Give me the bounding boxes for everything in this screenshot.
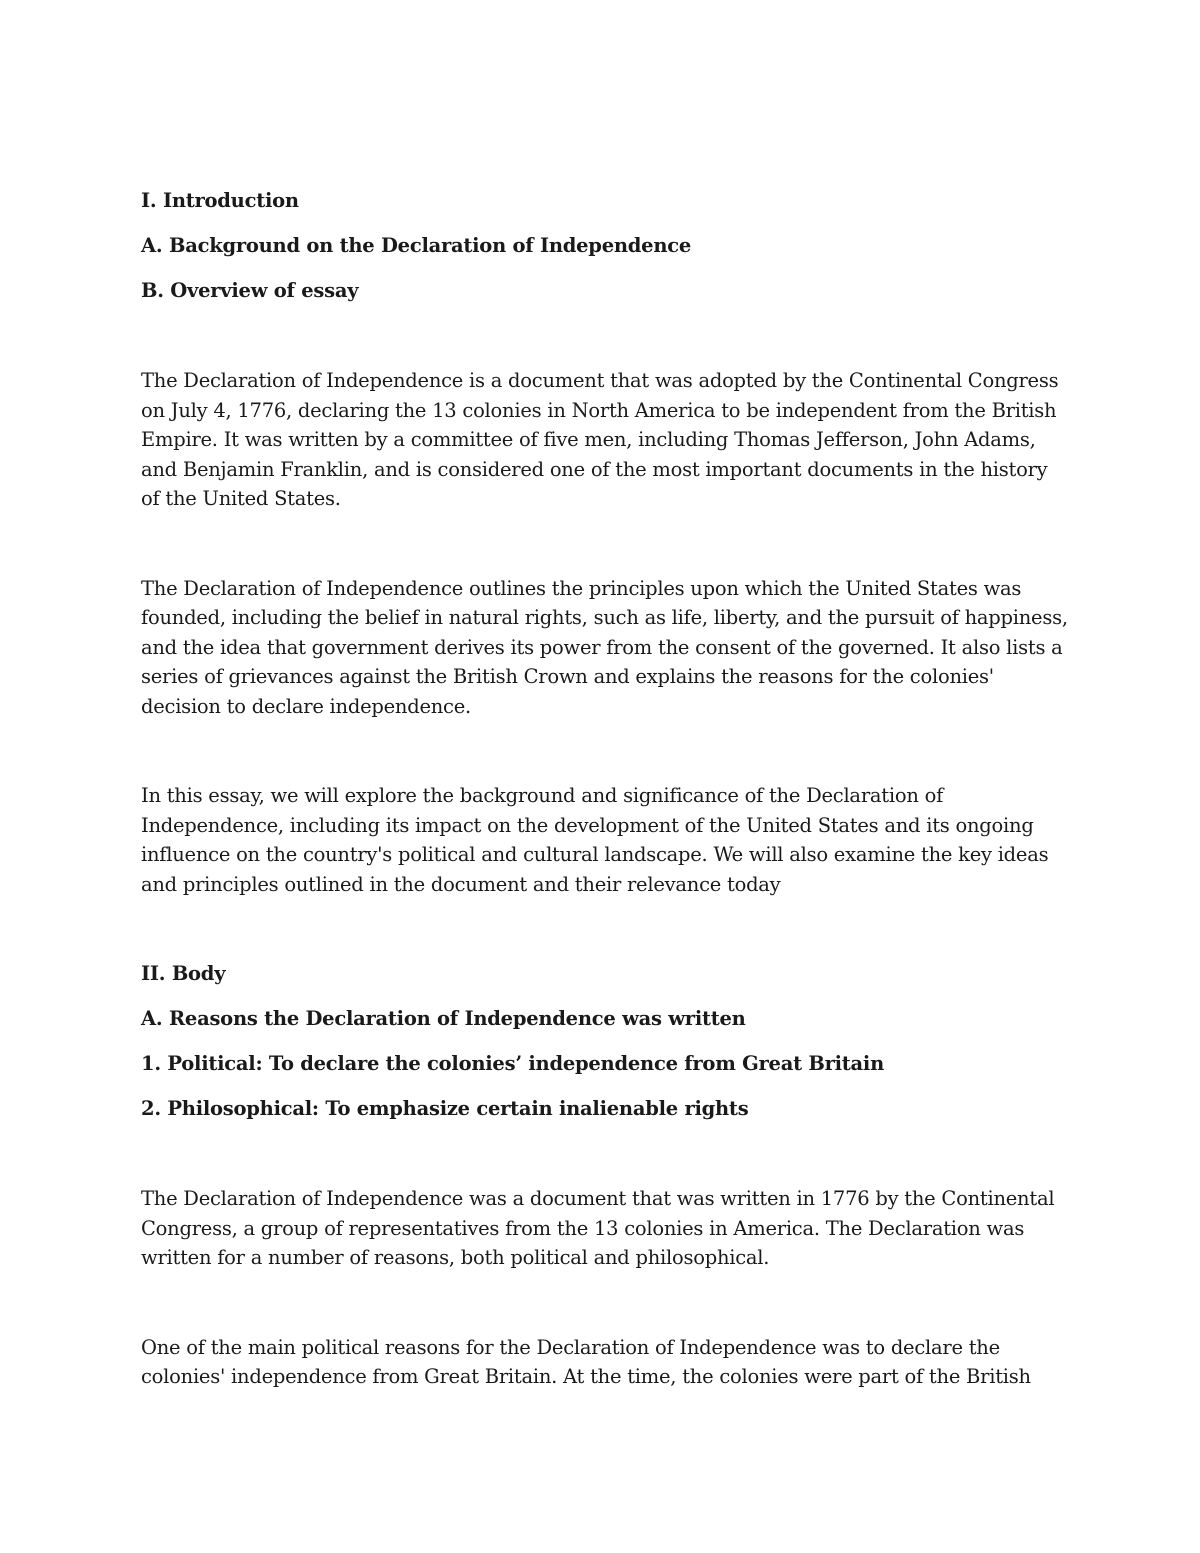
document-body — [141, 186, 1071, 1392]
section-heading-body: II. Body — [141, 962, 226, 985]
subheading-overview: B. Overview of essay — [141, 279, 359, 302]
subheading-political: 1. Political: To declare the colonies’ independence from Great Britain — [141, 1052, 885, 1075]
subheading-reasons: A. Reasons the Declaration of Independence was written — [141, 1007, 746, 1030]
paragraph: The Declaration of Independence is a document that was adopted by the Continental Congress on July 4, 1776, declaring the 13 colonies in North America to be independent from the British Empire. It was written by a committee of five men, including Thomas Jefferson, John Adams, and Benjamin Franklin, and is considered one of the most important documents in the history of the United States. — [141, 369, 1059, 510]
subheading-philosophical: 2. Philosophical: To emphasize certain inalienable rights — [141, 1097, 749, 1120]
paragraph: The Declaration of Independence was a document that was written in 1776 by the Continental Congress, a group of representatives from the 13 colonies in America. The Declaration was written for a number of reasons, both political and philosophical. — [141, 1187, 1055, 1269]
paragraph: The Declaration of Independence outlines the principles upon which the United States was founded, including the belief in natural rights, such as life, liberty, and the pursuit of happiness, and the idea that government derives its power from the consent of the governed. It also lists a series of grievances against the British Crown and explains the reasons for the colonies' decision to declare independence. — [141, 576, 1068, 718]
paragraph: In this essay, we will explore the background and significance of the Declaration of Independence, including its impact on the development of the United States and its ongoing influence on the country's political and cultural landscape. We will also examine the key ideas and principles outlined in the document and their relevance today — [141, 784, 1049, 896]
section-heading-introduction: I. Introduction — [141, 189, 299, 212]
paragraph: One of the main political reasons for the Declaration of Independence was to declare the colonies' independence from Great Britain. At the time, the colonies were part of the British — [141, 1335, 1031, 1388]
subheading-background: A. Background on the Declaration of Independence — [141, 234, 692, 257]
